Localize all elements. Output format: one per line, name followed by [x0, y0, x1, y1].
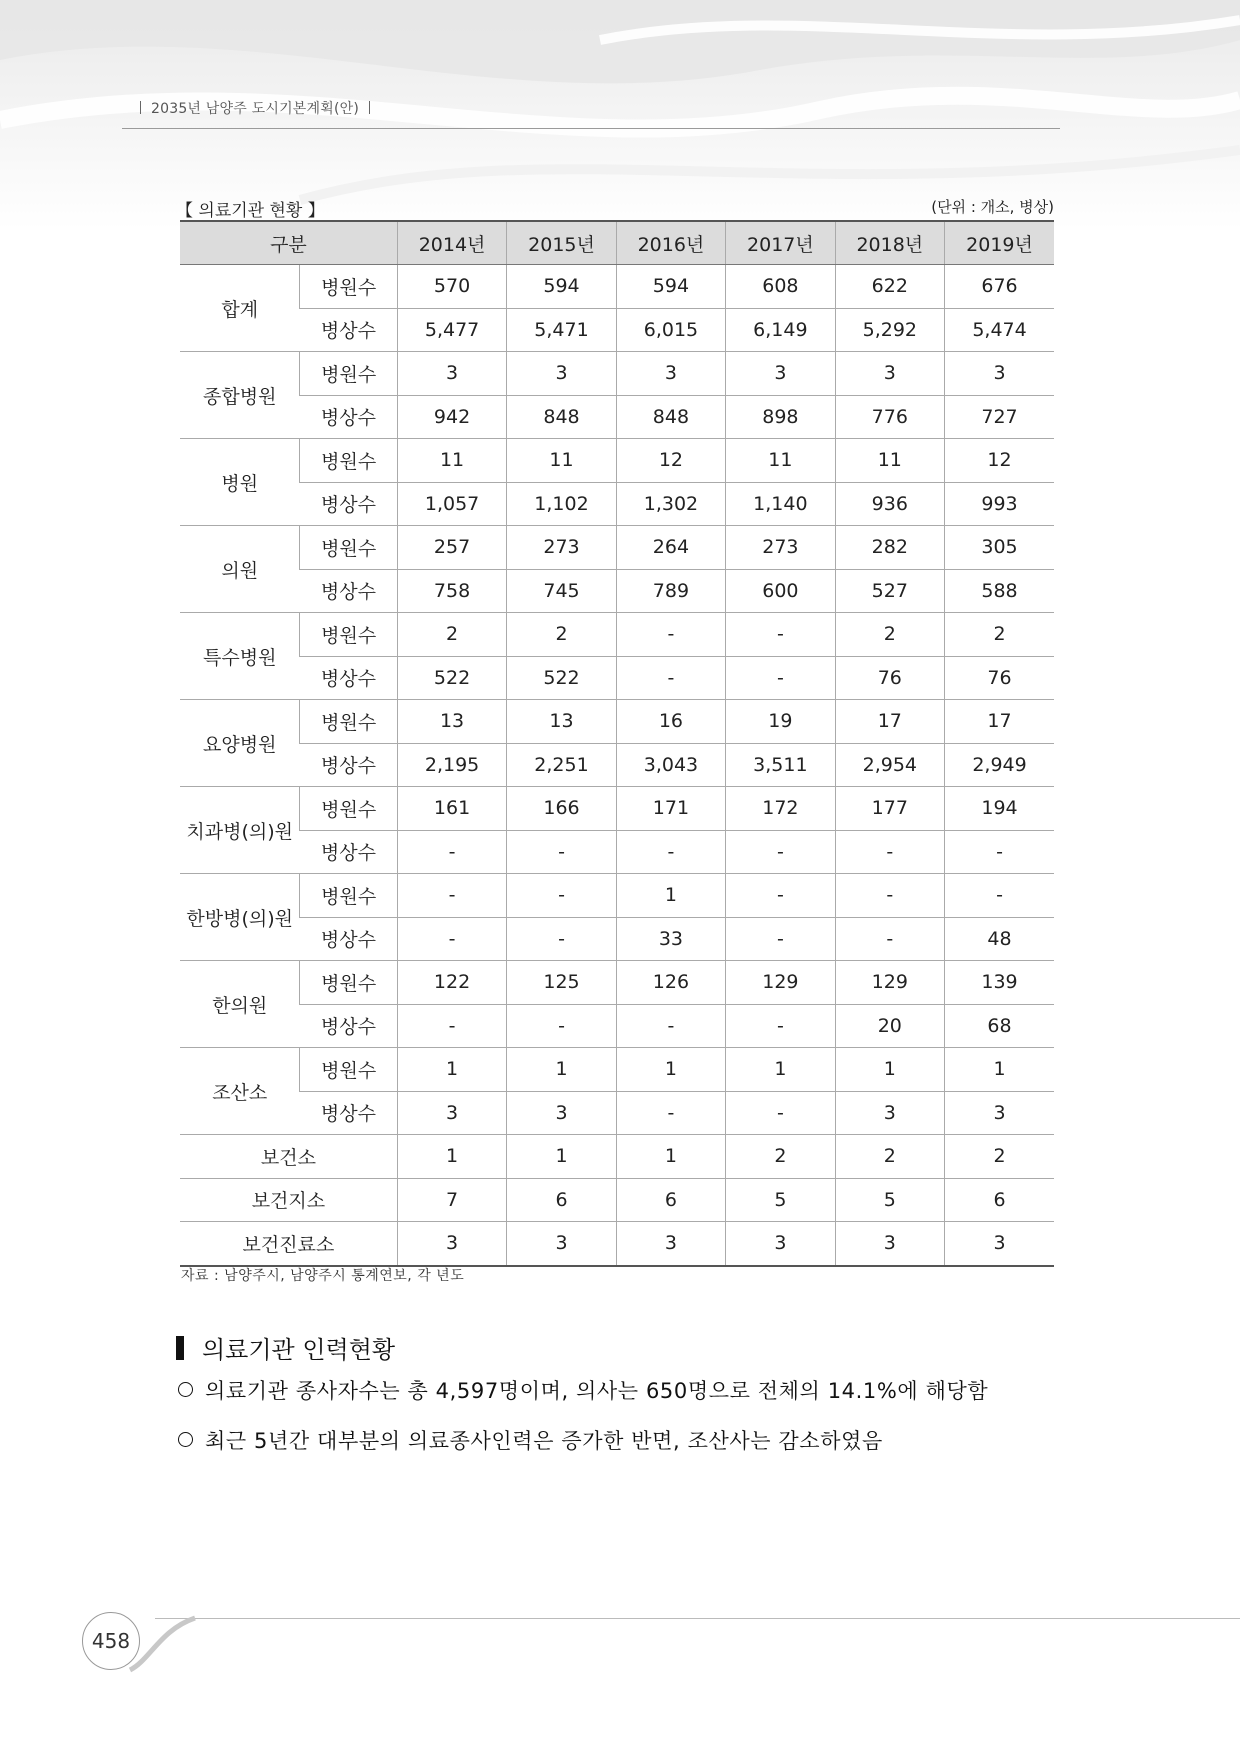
value-cell: 6: [945, 1178, 1054, 1222]
value-cell: 2,949: [945, 743, 1054, 787]
sub-label-cell: 병상수: [300, 482, 397, 526]
value-cell: 129: [726, 961, 835, 1005]
value-cell: 139: [945, 961, 1054, 1005]
value-cell: -: [616, 1091, 725, 1135]
table-row: [180, 352, 1054, 396]
medical-facilities-table: [180, 220, 1054, 1267]
value-cell: 848: [616, 395, 725, 439]
value-cell: 76: [835, 656, 944, 700]
value-cell: 2: [835, 613, 944, 657]
value-cell: 3: [945, 352, 1054, 396]
value-cell: 126: [616, 961, 725, 1005]
value-cell: 1: [507, 1048, 616, 1092]
sub-label-cell: 병상수: [300, 395, 397, 439]
value-cell: -: [616, 656, 725, 700]
value-cell: -: [616, 613, 725, 657]
value-cell: 676: [945, 265, 1054, 309]
value-cell: -: [726, 830, 835, 874]
table-row: [180, 917, 1054, 961]
value-cell: -: [726, 1091, 835, 1135]
value-cell: 1: [616, 1048, 725, 1092]
category-cell: 보건진료소: [180, 1222, 397, 1266]
value-cell: 76: [945, 656, 1054, 700]
running-title: 2035년 남양주 도시기본계획(안): [151, 101, 360, 117]
value-cell: 161: [397, 787, 506, 831]
value-cell: -: [835, 830, 944, 874]
value-cell: 282: [835, 526, 944, 570]
bullet-item: [178, 1375, 988, 1405]
value-cell: 1,140: [726, 482, 835, 526]
value-cell: 166: [507, 787, 616, 831]
table-row: [180, 395, 1054, 439]
sub-label-cell: 병원수: [300, 526, 397, 570]
value-cell: 2: [726, 1135, 835, 1179]
value-cell: 3: [397, 1091, 506, 1135]
value-cell: -: [726, 874, 835, 918]
table-unit: (단위 : 개소, 병상): [931, 198, 1054, 216]
value-cell: 522: [507, 656, 616, 700]
value-cell: 3,511: [726, 743, 835, 787]
table-row: [180, 700, 1054, 744]
value-cell: -: [507, 830, 616, 874]
value-cell: 273: [726, 526, 835, 570]
value-cell: 1: [616, 874, 725, 918]
value-cell: -: [397, 874, 506, 918]
value-cell: 2,195: [397, 743, 506, 787]
value-cell: 1: [726, 1048, 835, 1092]
table-row: [180, 743, 1054, 787]
section-marker: [176, 1336, 184, 1360]
source-note: 자료 : 남양주시, 남양주시 통계연보, 각 년도: [181, 1268, 465, 1284]
value-cell: 936: [835, 482, 944, 526]
value-cell: 3: [507, 1222, 616, 1266]
value-cell: 776: [835, 395, 944, 439]
value-cell: 2,251: [507, 743, 616, 787]
value-cell: 3: [616, 1222, 725, 1266]
value-cell: 1,102: [507, 482, 616, 526]
bullet-circle-icon: [178, 1382, 193, 1397]
value-cell: 48: [945, 917, 1054, 961]
value-cell: 11: [507, 439, 616, 483]
table-row: [180, 1048, 1054, 1092]
sub-label-cell: 병상수: [300, 917, 397, 961]
value-cell: 6: [616, 1178, 725, 1222]
value-cell: -: [726, 917, 835, 961]
running-header: [130, 98, 380, 118]
value-cell: 33: [616, 917, 725, 961]
value-cell: -: [507, 1004, 616, 1048]
value-cell: 5: [726, 1178, 835, 1222]
category-cell: 보건소: [180, 1135, 397, 1179]
value-cell: 171: [616, 787, 725, 831]
value-cell: 17: [945, 700, 1054, 744]
value-cell: 570: [397, 265, 506, 309]
value-cell: 727: [945, 395, 1054, 439]
value-cell: 622: [835, 265, 944, 309]
value-cell: 20: [835, 1004, 944, 1048]
table-row: [180, 1091, 1054, 1135]
sub-label-cell: 병상수: [300, 656, 397, 700]
table-row: [180, 656, 1054, 700]
value-cell: 3: [835, 1222, 944, 1266]
table-row: [180, 482, 1054, 526]
sub-label-cell: 병원수: [300, 874, 397, 918]
value-cell: 16: [616, 700, 725, 744]
value-cell: 13: [507, 700, 616, 744]
table-row: [180, 613, 1054, 657]
section-title: 의료기관 인력현황: [202, 1336, 396, 1364]
bullet-circle-icon: [178, 1432, 193, 1447]
sub-label-cell: 병원수: [300, 352, 397, 396]
value-cell: 5,292: [835, 308, 944, 352]
value-cell: 1: [945, 1048, 1054, 1092]
value-cell: 11: [835, 439, 944, 483]
value-cell: 608: [726, 265, 835, 309]
category-cell: 보건지소: [180, 1178, 397, 1222]
sub-label-cell: 병상수: [300, 743, 397, 787]
value-cell: 6,015: [616, 308, 725, 352]
value-cell: 273: [507, 526, 616, 570]
value-cell: 3: [397, 352, 506, 396]
value-cell: 2: [397, 613, 506, 657]
value-cell: 789: [616, 569, 725, 613]
category-cell: 요양병원: [180, 700, 300, 787]
value-cell: 125: [507, 961, 616, 1005]
column-header: 2016년: [616, 221, 725, 265]
value-cell: 12: [616, 439, 725, 483]
table-row: [180, 265, 1054, 309]
value-cell: -: [726, 613, 835, 657]
value-cell: 3: [726, 352, 835, 396]
header-rule: [122, 128, 1060, 129]
value-cell: -: [397, 917, 506, 961]
header-divider: [369, 101, 370, 114]
sub-label-cell: 병상수: [300, 1091, 397, 1135]
value-cell: 1: [507, 1135, 616, 1179]
value-cell: 2: [835, 1135, 944, 1179]
table-header-row: [180, 221, 1054, 265]
value-cell: -: [507, 874, 616, 918]
table-row: [180, 526, 1054, 570]
value-cell: 1: [835, 1048, 944, 1092]
category-cell: 병원: [180, 439, 300, 526]
column-header: 2014년: [397, 221, 506, 265]
value-cell: 3: [616, 352, 725, 396]
category-cell: 종합병원: [180, 352, 300, 439]
value-cell: 848: [507, 395, 616, 439]
value-cell: 7: [397, 1178, 506, 1222]
value-cell: 3: [726, 1222, 835, 1266]
table-row: [180, 1178, 1054, 1222]
value-cell: 3: [397, 1222, 506, 1266]
bullet-text: 의료기관 종사자수는 총 4,597명이며, 의사는 650명으로 전체의 14.1%에 해당함: [205, 1379, 989, 1403]
value-cell: -: [616, 830, 725, 874]
value-cell: -: [397, 1004, 506, 1048]
value-cell: -: [945, 830, 1054, 874]
table-row: [180, 787, 1054, 831]
value-cell: -: [507, 917, 616, 961]
category-cell: 의원: [180, 526, 300, 613]
header-divider: [140, 101, 141, 114]
footer-rule: [155, 1618, 1240, 1619]
value-cell: 993: [945, 482, 1054, 526]
value-cell: 19: [726, 700, 835, 744]
value-cell: 257: [397, 526, 506, 570]
value-cell: 3: [835, 1091, 944, 1135]
value-cell: -: [616, 1004, 725, 1048]
table-caption: 【 의료기관 현황 】: [176, 201, 325, 221]
column-header: 2015년: [507, 221, 616, 265]
value-cell: 600: [726, 569, 835, 613]
sub-label-cell: 병원수: [300, 961, 397, 1005]
value-cell: -: [726, 656, 835, 700]
value-cell: 898: [726, 395, 835, 439]
value-cell: 758: [397, 569, 506, 613]
value-cell: 6,149: [726, 308, 835, 352]
value-cell: 177: [835, 787, 944, 831]
column-header: 2017년: [726, 221, 835, 265]
value-cell: 3,043: [616, 743, 725, 787]
value-cell: 527: [835, 569, 944, 613]
value-cell: 522: [397, 656, 506, 700]
table-row: [180, 961, 1054, 1005]
value-cell: 588: [945, 569, 1054, 613]
sub-label-cell: 병상수: [300, 1004, 397, 1048]
table-row: [180, 1004, 1054, 1048]
table-row: [180, 439, 1054, 483]
column-header: 구분: [180, 221, 397, 265]
value-cell: 11: [397, 439, 506, 483]
category-cell: 한의원: [180, 961, 300, 1048]
value-cell: 3: [507, 1091, 616, 1135]
sub-label-cell: 병원수: [300, 613, 397, 657]
category-cell: 조산소: [180, 1048, 300, 1135]
value-cell: 129: [835, 961, 944, 1005]
value-cell: 594: [507, 265, 616, 309]
sub-label-cell: 병원수: [300, 1048, 397, 1092]
value-cell: 745: [507, 569, 616, 613]
value-cell: 942: [397, 395, 506, 439]
value-cell: 17: [835, 700, 944, 744]
value-cell: 1: [616, 1135, 725, 1179]
section-heading: [176, 1330, 395, 1365]
value-cell: 172: [726, 787, 835, 831]
column-header: 2018년: [835, 221, 944, 265]
sub-label-cell: 병원수: [300, 700, 397, 744]
category-cell: 특수병원: [180, 613, 300, 700]
value-cell: 5,477: [397, 308, 506, 352]
table-row: [180, 1222, 1054, 1266]
value-cell: 3: [945, 1222, 1054, 1266]
value-cell: 12: [945, 439, 1054, 483]
value-cell: 2: [945, 613, 1054, 657]
value-cell: -: [835, 874, 944, 918]
table-row: [180, 874, 1054, 918]
sub-label-cell: 병상수: [300, 308, 397, 352]
value-cell: 1: [397, 1048, 506, 1092]
sub-label-cell: 병원수: [300, 439, 397, 483]
value-cell: 5,471: [507, 308, 616, 352]
value-cell: 594: [616, 265, 725, 309]
value-cell: 3: [507, 352, 616, 396]
value-cell: 194: [945, 787, 1054, 831]
value-cell: 13: [397, 700, 506, 744]
sub-label-cell: 병상수: [300, 569, 397, 613]
value-cell: 68: [945, 1004, 1054, 1048]
value-cell: 264: [616, 526, 725, 570]
category-cell: 합계: [180, 265, 300, 352]
value-cell: 6: [507, 1178, 616, 1222]
column-header: 2019년: [945, 221, 1054, 265]
value-cell: 3: [945, 1091, 1054, 1135]
value-cell: 5: [835, 1178, 944, 1222]
value-cell: 305: [945, 526, 1054, 570]
page-number: 458: [82, 1612, 140, 1670]
table-row: [180, 1135, 1054, 1179]
value-cell: -: [835, 917, 944, 961]
sub-label-cell: 병원수: [300, 787, 397, 831]
category-cell: 한방병(의)원: [180, 874, 300, 961]
table-row: [180, 569, 1054, 613]
value-cell: 1,057: [397, 482, 506, 526]
value-cell: 3: [835, 352, 944, 396]
table-body: [180, 265, 1054, 1266]
value-cell: 5,474: [945, 308, 1054, 352]
value-cell: -: [945, 874, 1054, 918]
bullet-item: [178, 1425, 883, 1455]
value-cell: 2: [945, 1135, 1054, 1179]
bullet-text: 최근 5년간 대부분의 의료종사인력은 증가한 반면, 조산사는 감소하였음: [205, 1429, 883, 1453]
table-row: [180, 308, 1054, 352]
table-row: [180, 830, 1054, 874]
value-cell: 2,954: [835, 743, 944, 787]
value-cell: 1,302: [616, 482, 725, 526]
value-cell: 1: [397, 1135, 506, 1179]
category-cell: 치과병(의)원: [180, 787, 300, 874]
sub-label-cell: 병원수: [300, 265, 397, 309]
value-cell: 2: [507, 613, 616, 657]
value-cell: -: [397, 830, 506, 874]
value-cell: -: [726, 1004, 835, 1048]
sub-label-cell: 병상수: [300, 830, 397, 874]
value-cell: 122: [397, 961, 506, 1005]
value-cell: 11: [726, 439, 835, 483]
